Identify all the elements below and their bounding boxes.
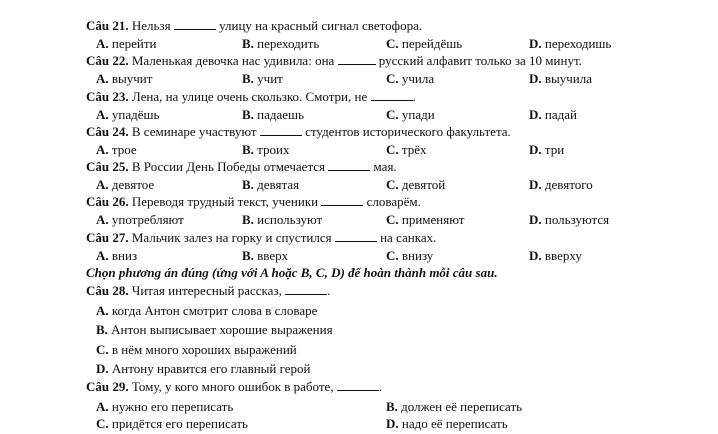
answer-blank — [174, 18, 216, 30]
option-d[interactable]: D. падай — [529, 107, 577, 122]
instruction-line — [0, 264, 718, 281]
stem-after: на санках. — [380, 230, 437, 245]
option-a[interactable]: A. трое — [96, 142, 137, 157]
question-stem — [86, 88, 416, 105]
stem-after: . — [327, 283, 331, 298]
answer-blank — [260, 124, 302, 136]
option-d[interactable]: D. три — [529, 142, 565, 157]
answer-blank — [328, 159, 370, 171]
stem-before: Тому, у кого много ошибок в работе, — [131, 379, 334, 394]
option-28-a-line — [0, 302, 718, 319]
question-stem — [86, 282, 330, 299]
question-24 — [0, 123, 718, 140]
answer-blank — [335, 230, 377, 242]
stem-before: Мальчик залез на горку и спустился — [131, 230, 332, 245]
question-stem — [86, 52, 582, 69]
option-c[interactable]: C. внизу — [386, 248, 434, 263]
option-d[interactable]: D. вверху — [529, 248, 582, 263]
option-c[interactable]: C. придётся его переписать — [96, 416, 248, 431]
question-number: Câu 27. — [86, 230, 129, 245]
option-d[interactable]: D. девятого — [529, 177, 593, 192]
question-number: Câu 29. — [86, 379, 129, 394]
option-c[interactable]: C. перейдёшь — [386, 36, 463, 51]
options-26 — [0, 211, 718, 228]
option-b[interactable]: B. девятая — [242, 177, 300, 192]
stem-after: . — [378, 379, 383, 394]
stem-before: Нельзя — [131, 18, 171, 33]
option-b[interactable]: B. используют — [242, 212, 323, 227]
options-29-row2 — [0, 415, 718, 432]
option-d[interactable]: D. Антону нравится его главный герой — [96, 361, 311, 376]
option-28-c-line — [0, 341, 718, 358]
question-number: Câu 23. — [86, 89, 129, 104]
answer-blank — [321, 194, 363, 206]
options-23 — [0, 106, 718, 123]
option-28-b-line — [0, 321, 718, 338]
options-22 — [0, 70, 718, 87]
option-b[interactable]: B. Антон выписывает хорошие выражения — [96, 322, 333, 337]
question-stem — [86, 123, 511, 140]
option-a[interactable]: A. вниз — [96, 248, 138, 263]
answer-blank — [337, 379, 379, 391]
option-c[interactable]: C. применяют — [386, 212, 465, 227]
stem-after: . — [412, 89, 416, 104]
stem-after: русский алфавит только за 10 минут. — [378, 53, 582, 68]
option-a[interactable]: A. когда Антон смотрит слова в словаре — [96, 303, 318, 318]
stem-after: улицу на красный сигнал светофора. — [219, 18, 423, 33]
question-stem — [86, 229, 436, 246]
question-22 — [0, 52, 718, 69]
options-29-row1 — [0, 398, 718, 415]
question-25 — [0, 158, 718, 175]
stem-before: Лена, на улице очень скользко. Смотри, не — [131, 89, 368, 104]
option-d[interactable]: D. переходишь — [529, 36, 612, 51]
options-27 — [0, 247, 718, 264]
answer-blank — [338, 53, 376, 65]
stem-before: В семинаре участвуют — [131, 124, 257, 139]
option-d[interactable]: D. выучила — [529, 71, 593, 86]
option-d[interactable]: D. пользуются — [529, 212, 610, 227]
stem-after: мая. — [373, 159, 397, 174]
question-number: Câu 25. — [86, 159, 129, 174]
option-c[interactable]: C. учила — [386, 71, 435, 86]
stem-after: словарём. — [366, 194, 421, 209]
option-a[interactable]: A. перейти — [96, 36, 157, 51]
option-d[interactable]: D. надо её переписать — [386, 416, 508, 431]
question-number: Câu 22. — [86, 53, 129, 68]
answer-blank — [285, 283, 327, 295]
option-c[interactable]: C. девятой — [386, 177, 446, 192]
option-b[interactable]: B. переходить — [242, 36, 320, 51]
options-25 — [0, 176, 718, 193]
question-stem — [86, 17, 422, 34]
option-a[interactable]: A. упадёшь — [96, 107, 160, 122]
options-21 — [0, 35, 718, 52]
question-26 — [0, 193, 718, 210]
option-c[interactable]: C. трёх — [386, 142, 427, 157]
option-b[interactable]: B. учит — [242, 71, 283, 86]
question-21 — [0, 17, 718, 34]
stem-before: Маленькая девочка нас удивила: она — [131, 53, 335, 68]
option-c[interactable]: C. в нём много хороших выражений — [96, 342, 297, 357]
question-stem — [86, 378, 382, 395]
question-28 — [0, 282, 718, 299]
question-23 — [0, 88, 718, 105]
question-stem — [86, 158, 397, 175]
option-28-d-line — [0, 360, 718, 377]
question-number: Câu 21. — [86, 18, 129, 33]
option-c[interactable]: C. упади — [386, 107, 435, 122]
question-27 — [0, 229, 718, 246]
question-number: Câu 24. — [86, 124, 129, 139]
stem-before: Читая интересный рассказ, — [131, 283, 282, 298]
option-b[interactable]: B. падаешь — [242, 107, 304, 122]
option-a[interactable]: A. употребляют — [96, 212, 184, 227]
option-b[interactable]: B. троих — [242, 142, 290, 157]
answer-blank — [371, 89, 413, 101]
option-b[interactable]: B. вверх — [242, 248, 289, 263]
stem-before: Переводя трудный текст, ученики — [131, 194, 319, 209]
option-b[interactable]: B. должен её переписать — [386, 399, 523, 414]
options-24 — [0, 141, 718, 158]
instruction: Chọn phương án đúng (ứng với A hoặc B, C, D) để hoàn thành mỗi câu sau. — [86, 265, 498, 280]
question-29 — [0, 378, 718, 395]
question-number: Câu 26. — [86, 194, 129, 209]
stem-after: студентов исторического факультета. — [305, 124, 511, 139]
question-stem — [86, 193, 421, 210]
option-a[interactable]: A. девятое — [96, 177, 155, 192]
question-number: Câu 28. — [86, 283, 129, 298]
option-a[interactable]: A. выучит — [96, 71, 153, 86]
option-a[interactable]: A. нужно его переписать — [96, 399, 234, 414]
stem-before: В России День Победы отмечается — [131, 159, 326, 174]
